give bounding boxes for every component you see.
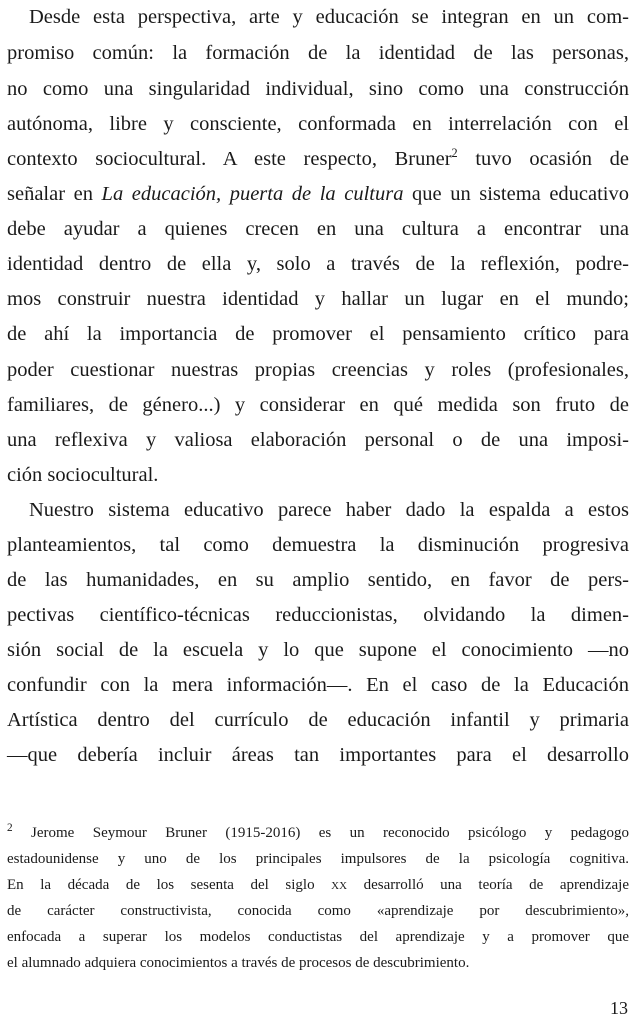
paragraph-line <box>7 76 629 108</box>
line-text: promiso común: la formación de la identidad de las personas, <box>7 42 629 64</box>
line-text: mos construir nuestra identidad y hallar un lugar en el mundo; <box>7 288 629 310</box>
paragraph-line <box>7 357 629 389</box>
paragraph-line <box>7 321 629 353</box>
line-text: el alumnado adquiera conocimientos a través de procesos de descubrimiento. <box>7 955 470 971</box>
line-text: confundir con la mera información—. En el caso de la Educación <box>7 674 629 696</box>
paragraph-line <box>7 532 629 564</box>
line-text: de ahí la importancia de promover el pensamiento crítico para <box>7 323 629 345</box>
page-number: 13 <box>610 998 628 1018</box>
paragraph-line <box>7 637 629 669</box>
paragraph-line <box>7 181 629 213</box>
footnote-line <box>7 876 629 902</box>
footnote-number: 2 <box>7 822 13 834</box>
line-text: planteamientos, tal como demuestra la disminución progresiva <box>7 534 629 556</box>
line-text: Artística dentro del currículo de educación infantil y primaria <box>7 709 629 731</box>
footnote-line <box>7 928 629 954</box>
line-text: poder cuestionar nuestras propias creencias y roles (profesionales, <box>7 359 629 381</box>
footnote-line <box>7 824 629 850</box>
line-text: debe ayudar a quienes crecen en una cultura a encontrar una <box>7 218 629 240</box>
line-text: de carácter constructivista, conocida como «aprendizaje por descubrimiento», <box>7 903 629 919</box>
line-text: Desde esta perspectiva, arte y educación se integran en un com- <box>29 6 629 28</box>
line-text: pectivas científico-técnicas reduccionistas, olvidando la dimen- <box>7 604 629 626</box>
century-numeral: xx <box>331 877 348 893</box>
paragraph-line <box>7 672 629 704</box>
footnote-line <box>7 902 629 928</box>
footnote-reference: 2 <box>451 146 458 161</box>
paragraph-line <box>7 286 629 318</box>
line-text: tuvo ocasión de <box>457 148 630 170</box>
paragraph-line <box>7 111 629 143</box>
paragraph-line <box>7 462 629 494</box>
line-text: Jerome Seymour Bruner (1915-2016) es un reconocido psicólogo y pedagogo <box>12 825 629 841</box>
paragraph-line <box>7 392 629 424</box>
paragraph-line <box>7 602 629 634</box>
line-text: de las humanidades, en su amplio sentido, en favor de pers- <box>7 569 629 591</box>
line-text: contexto sociocultural. A este respecto, Bruner <box>7 148 452 170</box>
paragraph-line <box>7 146 629 178</box>
line-text: identidad dentro de ella y, solo a través de la reflexión, podre- <box>7 253 629 275</box>
paragraph-line <box>29 4 629 36</box>
paragraph-line <box>7 251 629 283</box>
line-text: señalar en <box>7 183 102 205</box>
line-text: que un sistema educativo <box>403 183 630 205</box>
line-text: sión social de la escuela y lo que supone el conocimiento —no <box>7 639 629 661</box>
line-text: —que debería incluir áreas tan importantes para el desarrollo <box>7 744 629 766</box>
line-text: ción sociocultural. <box>7 464 159 486</box>
paragraph-line <box>29 497 629 529</box>
paragraph-line <box>7 707 629 739</box>
line-text: Nuestro sistema educativo parece haber dado la espalda a estos <box>29 499 629 521</box>
paragraph-line <box>7 567 629 599</box>
line-text: autónoma, libre y consciente, conformada en interrelación con el <box>7 113 629 135</box>
line-text: estadounidense y uno de los principales impulsores de la psicología cognitiva. <box>7 851 629 867</box>
paragraph-line <box>7 427 629 459</box>
line-text: enfocada a superar los modelos conductistas del aprendizaje y a promover que <box>7 929 629 945</box>
paragraph-line <box>7 742 629 774</box>
line-text: una reflexiva y valiosa elaboración personal o de una imposi- <box>7 429 629 451</box>
line-text: no como una singularidad individual, sino como una construcción <box>7 78 629 100</box>
line-text: En la década de los sesenta del siglo <box>7 877 332 893</box>
line-text: desarrolló una teoría de aprendizaje <box>347 877 629 893</box>
paragraph-line <box>7 40 629 72</box>
footnote-line <box>7 850 629 876</box>
book-title: La educación, puerta de la cultura <box>101 183 404 205</box>
paragraph-line <box>7 216 629 248</box>
footnote-line <box>7 954 629 980</box>
line-text: familiares, de género...) y considerar en qué medida son fruto de <box>7 394 629 416</box>
